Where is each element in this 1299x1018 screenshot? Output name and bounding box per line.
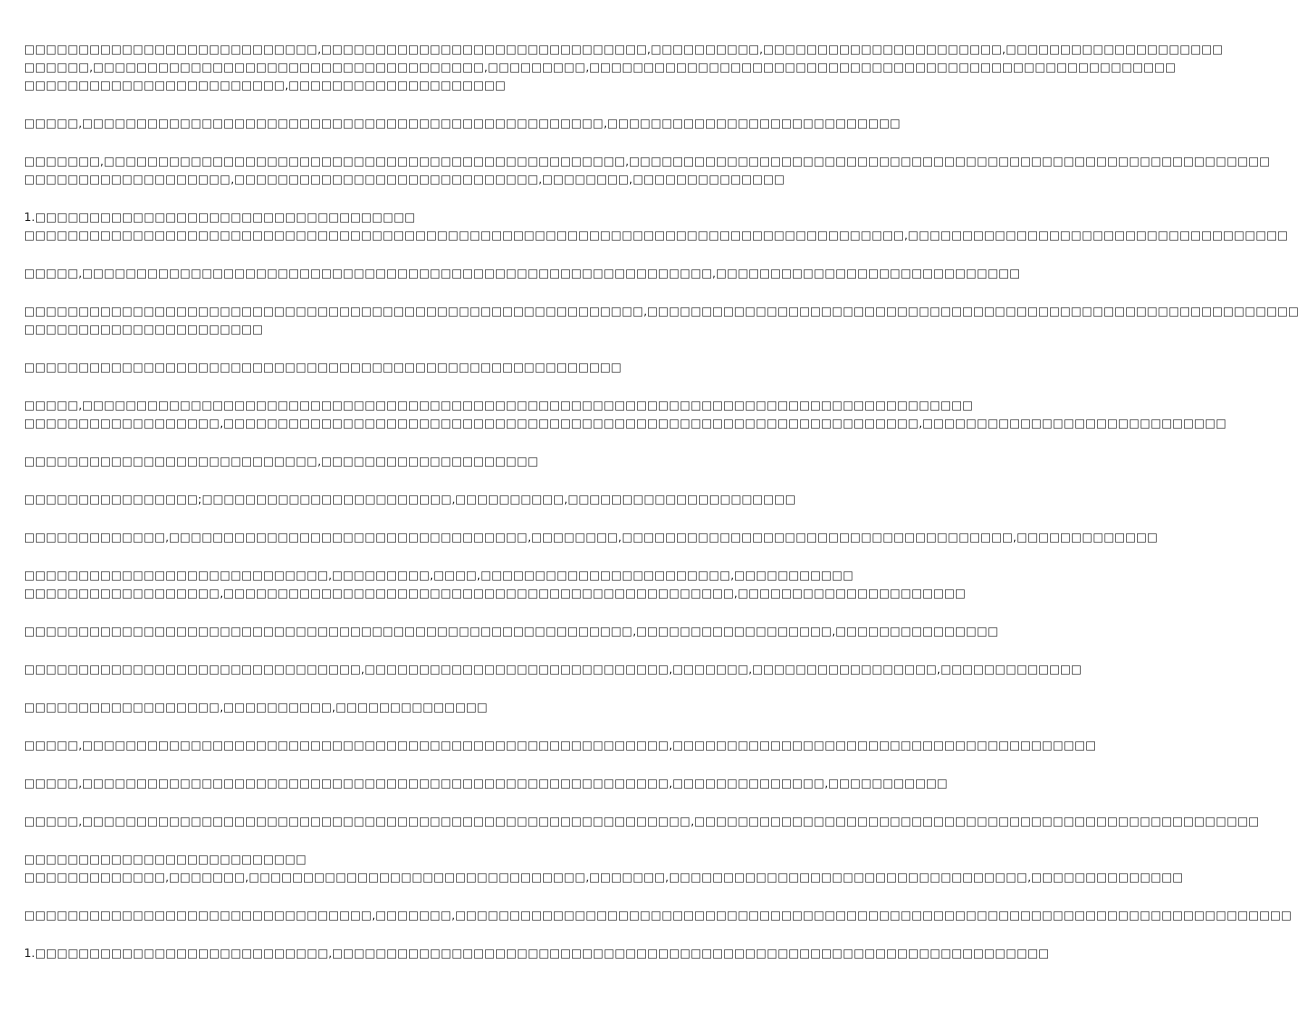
text-line: □□□□□□□□□□□□□,□□□□□□□,□□□□□□□□□□□□□□□□□□□□□□□□□□□□□□□,□□□□□□□,□□□□□□□□□□□□□□□□□□□□□□□□□□□□□□□□□,□□□□□□□□□□□□□□ — [24, 870, 1184, 884]
paragraph — [24, 452, 696, 470]
text-line: □□□□□□□□□□□□□□□□□□,□□□□□□□□□□□□□□□□□□□□□□□□□□□□□□□□□□□□□□□□□□□□□□□□□□□□□□□□□□□□□□□□,□□□□□□□□□□□□□□□□□□□□□□□□□□□□ — [24, 416, 1227, 430]
paragraph — [24, 850, 1184, 886]
text-line: □□□□□□□□□□□□□□□□□□□□□□□□□□ — [24, 852, 307, 866]
paragraph — [24, 812, 1260, 830]
paragraph — [24, 660, 1082, 678]
text-line: □□□□□□□□□□□□□□□□□□□□□□□□□□□□□□□□□□□□□□□□□□□□□□□□□□□□□□□ — [24, 360, 622, 374]
paragraph — [24, 566, 966, 602]
paragraph — [24, 264, 1021, 282]
paragraph — [24, 396, 1227, 432]
paragraph — [24, 152, 1270, 188]
text-line: □□□□□,□□□□□□□□□□□□□□□□□□□□□□□□□□□□□□□□□□□□□□□□□□□□□□□□□□□□□□,□□□□□□□□□□□□□□□□□□□□□□□□□□□□□□□□□□□□□□□ — [24, 738, 1097, 752]
paragraph — [24, 358, 696, 376]
text-line: □□□□□□□□□□□□□□□□□□□□□□□□□□□□□□□,□□□□□□□□□□□□□□□□□□□□□□□□□□□□,□□□□□□□,□□□□□□□□□□□□□□□□□,□□□□□□□□□□□□□ — [24, 662, 1082, 676]
text-line: 1.□□□□□□□□□□□□□□□□□□□□□□□□□□□,□□□□□□□□□□□□□□□□□□□□□□□□□□□□□□□□□□□□□□□□□□□□□□□□□□□□□□□□□□□□□□□□□□ — [24, 946, 1050, 960]
paragraph — [24, 528, 1158, 546]
text-line: □□□□□□□□□□□□□,□□□□□□□□□□□□□□□□□□□□□□□□□□□□□□□□□,□□□□□□□□,□□□□□□□□□□□□□□□□□□□□□□□□□□□□□□□□□□□□,□□□□□□□□□□□□□ — [24, 530, 1158, 544]
text-line: □□□□□□□□□□□□□□□□;□□□□□□□□□□□□□□□□□□□□□□□,□□□□□□□□□□,□□□□□□□□□□□□□□□□□□□□□ — [24, 492, 796, 506]
text-line: □□□□□□□□□□□□□□□□□□□□□□□□□□□□□□□□□□□□□□□□□□□□□□□□□□□□□□□□□□□□□□□□□□□□□□□□□□□□□□□□□,□□□□□□□□□□□□□□□□□□□□□□□□□□□□□□□□□□□ — [24, 228, 1289, 242]
text-line: □□□□□,□□□□□□□□□□□□□□□□□□□□□□□□□□□□□□□□□□□□□□□□□□□□□□□□,□□□□□□□□□□□□□□□□□□□□□□□□□□□ — [24, 116, 901, 130]
text-line: □□□□□□□□□□□□□□□□□□,□□□□□□□□□□□□□□□□□□□□□□□□□□□□□□□□□□□□□□□□□□□□□□□,□□□□□□□□□□□□□□□□□□□□□ — [24, 586, 966, 600]
paragraph — [24, 944, 1050, 962]
text-line: □□□□□□,□□□□□□□□□□□□□□□□□□□□□□□□□□□□□□□□□□□□,□□□□□□□□□,□□□□□□□□□□□□□□□□□□□□□□□□□□□□□□□□□□□□□□□□□□□□□□□□□□□□□□ — [24, 60, 1176, 74]
paragraph — [24, 622, 999, 640]
text-line: □□□□□□□□□□□□□□□□□□□□□□□□□□□,□□□□□□□□□□□□□□□□□□□□□□□□□□□□□□,□□□□□□□□□□,□□□□□□□□□□□□□□□□□□□□□□,□□□□□□□□□□□□□□□□□□□□ — [24, 42, 1223, 56]
paragraph — [24, 302, 1299, 338]
text-line: □□□□□,□□□□□□□□□□□□□□□□□□□□□□□□□□□□□□□□□□□□□□□□□□□□□□□□□□□□□□□□□□,□□□□□□□□□□□□□□□□□□□□□□□□□□□□ — [24, 266, 1021, 280]
text-line: 1.□□□□□□□□□□□□□□□□□□□□□□□□□□□□□□□□□□□ — [24, 210, 416, 224]
paragraph — [24, 40, 1223, 94]
text-line: □□□□□□□□□□□□□□□□□□□□□□□□□□□□□□□□□□□□□□□□□□□□□□□□□□□□□□□□□,□□□□□□□□□□□□□□□□□□□□□□□□□□□□□□□□□□□□□□□□□□□□□□□□□□□□□□□□□□□□ — [24, 304, 1299, 318]
paragraph — [24, 736, 1097, 754]
text-line: □□□□□,□□□□□□□□□□□□□□□□□□□□□□□□□□□□□□□□□□□□□□□□□□□□□□□□□□□□□□,□□□□□□□□□□□□□□,□□□□□□□□□□□ — [24, 776, 948, 790]
text-line: □□□□□,□□□□□□□□□□□□□□□□□□□□□□□□□□□□□□□□□□□□□□□□□□□□□□□□□□□□□□□□,□□□□□□□□□□□□□□□□□□□□□□□□□□□□□□□□□□□□□□□□□□□□□□□□□□□□ — [24, 814, 1260, 828]
paragraph — [24, 774, 948, 792]
text-line: □□□□□□□□□□□□□□□□□□,□□□□□□□□□□,□□□□□□□□□□□□□□ — [24, 700, 488, 714]
text-line: □□□□□□□□□□□□□□□□□□□□□□□□,□□□□□□□□□□□□□□□□□□□□ — [24, 78, 506, 92]
paragraph — [24, 490, 796, 508]
paragraph — [24, 906, 1292, 924]
text-line: □□□□□□□□□□□□□□□□□□□□□□□□□□□,□□□□□□□□□□□□□□□□□□□□ — [24, 454, 539, 468]
paragraph — [24, 208, 1289, 244]
text-line: □□□□□□□□□□□□□□□□□□□□□□□□□□□□□□□□,□□□□□□□,□□□□□□□□□□□□□□□□□□□□□□□□□□□□□□□□□□□□□□□□□□□□□□□□□□□□□□□□□□□□□□□□□□□□□□□□□□□□□ — [24, 908, 1292, 922]
text-line: □□□□□□□□□□□□□□□□□□□□□□□□□□□□,□□□□□□□□□,□□□□,□□□□□□□□□□□□□□□□□□□□□□□,□□□□□□□□□□□ — [24, 568, 854, 582]
text-line: □□□□□□□□□□□□□□□□□□□,□□□□□□□□□□□□□□□□□□□□□□□□□□□□,□□□□□□□□,□□□□□□□□□□□□□□ — [24, 172, 785, 186]
text-line: □□□□□,□□□□□□□□□□□□□□□□□□□□□□□□□□□□□□□□□□□□□□□□□□□□□□□□□□□□□□□□□□□□□□□□□□□□□□□□□□□□□□□□□□ — [24, 398, 973, 412]
paragraph — [24, 114, 901, 132]
text-line: □□□□□□□,□□□□□□□□□□□□□□□□□□□□□□□□□□□□□□□□□□□□□□□□□□□□□□□□,□□□□□□□□□□□□□□□□□□□□□□□□□□□□□□□□□□□□□□□□□□□□□□□□□□□□□□□□□□□ — [24, 154, 1270, 168]
document-body — [24, 40, 1299, 982]
paragraph — [24, 698, 696, 716]
text-line: □□□□□□□□□□□□□□□□□□□□□□ — [24, 322, 264, 336]
text-line: □□□□□□□□□□□□□□□□□□□□□□□□□□□□□□□□□□□□□□□□□□□□□□□□□□□□□□□□,□□□□□□□□□□□□□□□□□□,□□□□□□□□□□□□□□□ — [24, 624, 999, 638]
